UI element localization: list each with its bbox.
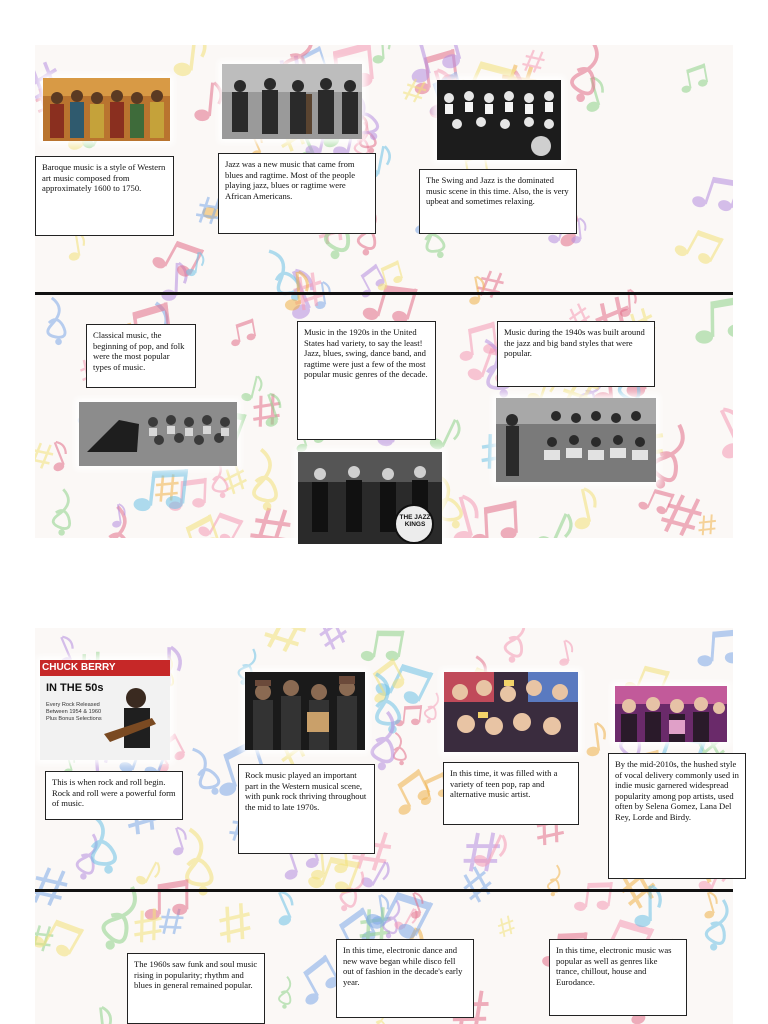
music-note-glyph	[79, 811, 119, 877]
music-note-glyph	[574, 878, 613, 915]
music-note-glyph	[268, 889, 300, 927]
chuck-berry-album-cover	[40, 660, 170, 760]
music-note-glyph	[583, 722, 607, 757]
jazz-caption: Jazz was a new music that came from blues and ragtime. Most of the people playing jazz, blues or ragtime were African Americans.	[218, 153, 376, 234]
music-note-glyph	[135, 857, 163, 889]
music-note-glyph	[705, 405, 733, 461]
music-note-glyph	[314, 628, 351, 652]
swing-caption: The Swing and Jazz is the dominated music scene in this time. Also, the is very upbeat and sometimes relaxing.	[419, 169, 577, 234]
music-note-glyph	[177, 827, 215, 898]
electronic-music-caption: In this time, electronic music was popular as well as genres like trance, chillout, house and Eurodance.	[549, 939, 687, 1016]
music-note-glyph	[249, 448, 277, 511]
classical-orchestra-photo	[79, 402, 237, 466]
music-note-glyph	[456, 322, 498, 362]
chuck-berry-subtitle: Every Rock Released Between 1954 & 1960 Plus Bonus Selections	[46, 702, 102, 722]
music-note-glyph	[35, 862, 72, 911]
music-note-glyph	[462, 828, 502, 875]
music-note-glyph	[370, 711, 397, 771]
music-note-glyph	[385, 769, 434, 817]
music-note-glyph	[278, 976, 292, 1009]
rock-and-roll-caption: This is when rock and roll begin. Rock and roll were a powerful form of music.	[45, 771, 183, 820]
music-note-glyph	[43, 297, 67, 347]
music-note-glyph	[173, 45, 207, 78]
music-note-glyph	[503, 628, 528, 664]
timeline-divider-bottom	[35, 889, 733, 892]
music-note-glyph	[184, 745, 224, 799]
swing-band-photo	[437, 80, 561, 160]
chuck-berry-name: CHUCK BERRY	[42, 662, 116, 673]
music-note-glyph	[261, 628, 312, 658]
music-note-glyph	[228, 319, 258, 347]
music-note-glyph	[691, 168, 733, 217]
electronic-dance-caption: In this time, electronic dance and new wave began while disco fell out of fashion in the decade's early year.	[336, 939, 474, 1018]
jazz-kings-drum-text: THE JAZZ KINGS	[399, 514, 431, 528]
music-note-glyph	[371, 45, 391, 64]
music-note-glyph	[697, 628, 733, 669]
timeline-divider-top	[35, 292, 733, 295]
music-note-glyph	[219, 903, 251, 943]
music-note-glyph	[145, 879, 189, 920]
rock-caption: Rock music played an important part in the Western musical scene, with punk rock thriving throughout the mid to late 1970s.	[238, 764, 375, 854]
music-note-glyph	[703, 898, 731, 952]
music-note-glyph	[53, 489, 71, 536]
funk-soul-caption: The 1960s saw funk and soul music rising in popularity; rhythm and blues in general remained popular.	[127, 953, 265, 1024]
jazz-kings-photo	[298, 452, 442, 544]
music-note-glyph	[194, 81, 222, 123]
baroque-painting-image	[43, 78, 170, 141]
forties-caption: Music during the 1940s was built around the jazz and big band styles that were popular.	[497, 321, 655, 387]
music-note-glyph	[74, 832, 100, 881]
music-note-glyph	[35, 909, 84, 963]
baroque-caption: Baroque music is a style of Western art music composed from approximately 1600 to 1750.	[35, 156, 174, 236]
music-note-glyph	[673, 221, 724, 271]
music-note-glyph	[698, 514, 716, 536]
big-band-photo	[496, 398, 656, 482]
music-note-glyph	[535, 507, 575, 538]
teen-pop-collage-photo	[444, 672, 578, 752]
twenties-caption: Music in the 1920s in the United States had variety, to say the least! Jazz, blues, swing, dance band, and ragtime were just a few of the most popular music genres of the decade.	[297, 321, 436, 440]
rock-band-photo	[245, 672, 365, 750]
music-note-glyph	[423, 691, 442, 724]
chuck-berry-title: IN THE 50s	[46, 682, 104, 694]
music-note-glyph	[97, 883, 143, 954]
music-note-glyph	[555, 639, 575, 666]
music-note-glyph	[457, 864, 496, 906]
indie-pop-artists-photo	[615, 686, 727, 742]
music-note-glyph	[695, 295, 733, 343]
music-note-glyph	[520, 47, 547, 77]
music-note-glyph	[699, 891, 721, 920]
music-note-glyph	[45, 440, 72, 473]
music-note-glyph	[87, 1006, 113, 1024]
music-note-glyph	[547, 864, 562, 897]
music-note-glyph	[35, 439, 56, 472]
music-note-glyph	[360, 628, 404, 666]
music-note-glyph	[678, 63, 710, 93]
indie-caption: By the mid-2010s, the hushed style of vocal delivery commonly used in indie music garnered widespread popularity among pop artists, used often by Selena Gomez, Lana Del Rey, Lorde and Birdy.	[608, 753, 746, 879]
classical-caption: Classical music, the beginning of pop, and folk were the most popular types of music.	[86, 324, 196, 388]
music-note-glyph	[637, 482, 675, 519]
music-note-glyph	[166, 826, 190, 857]
teen-pop-caption: In this time, it was filled with a variety of teen pop, rap and alternative music artist.	[443, 762, 579, 825]
jazz-band-photo	[222, 64, 362, 139]
music-note-glyph	[497, 915, 516, 938]
